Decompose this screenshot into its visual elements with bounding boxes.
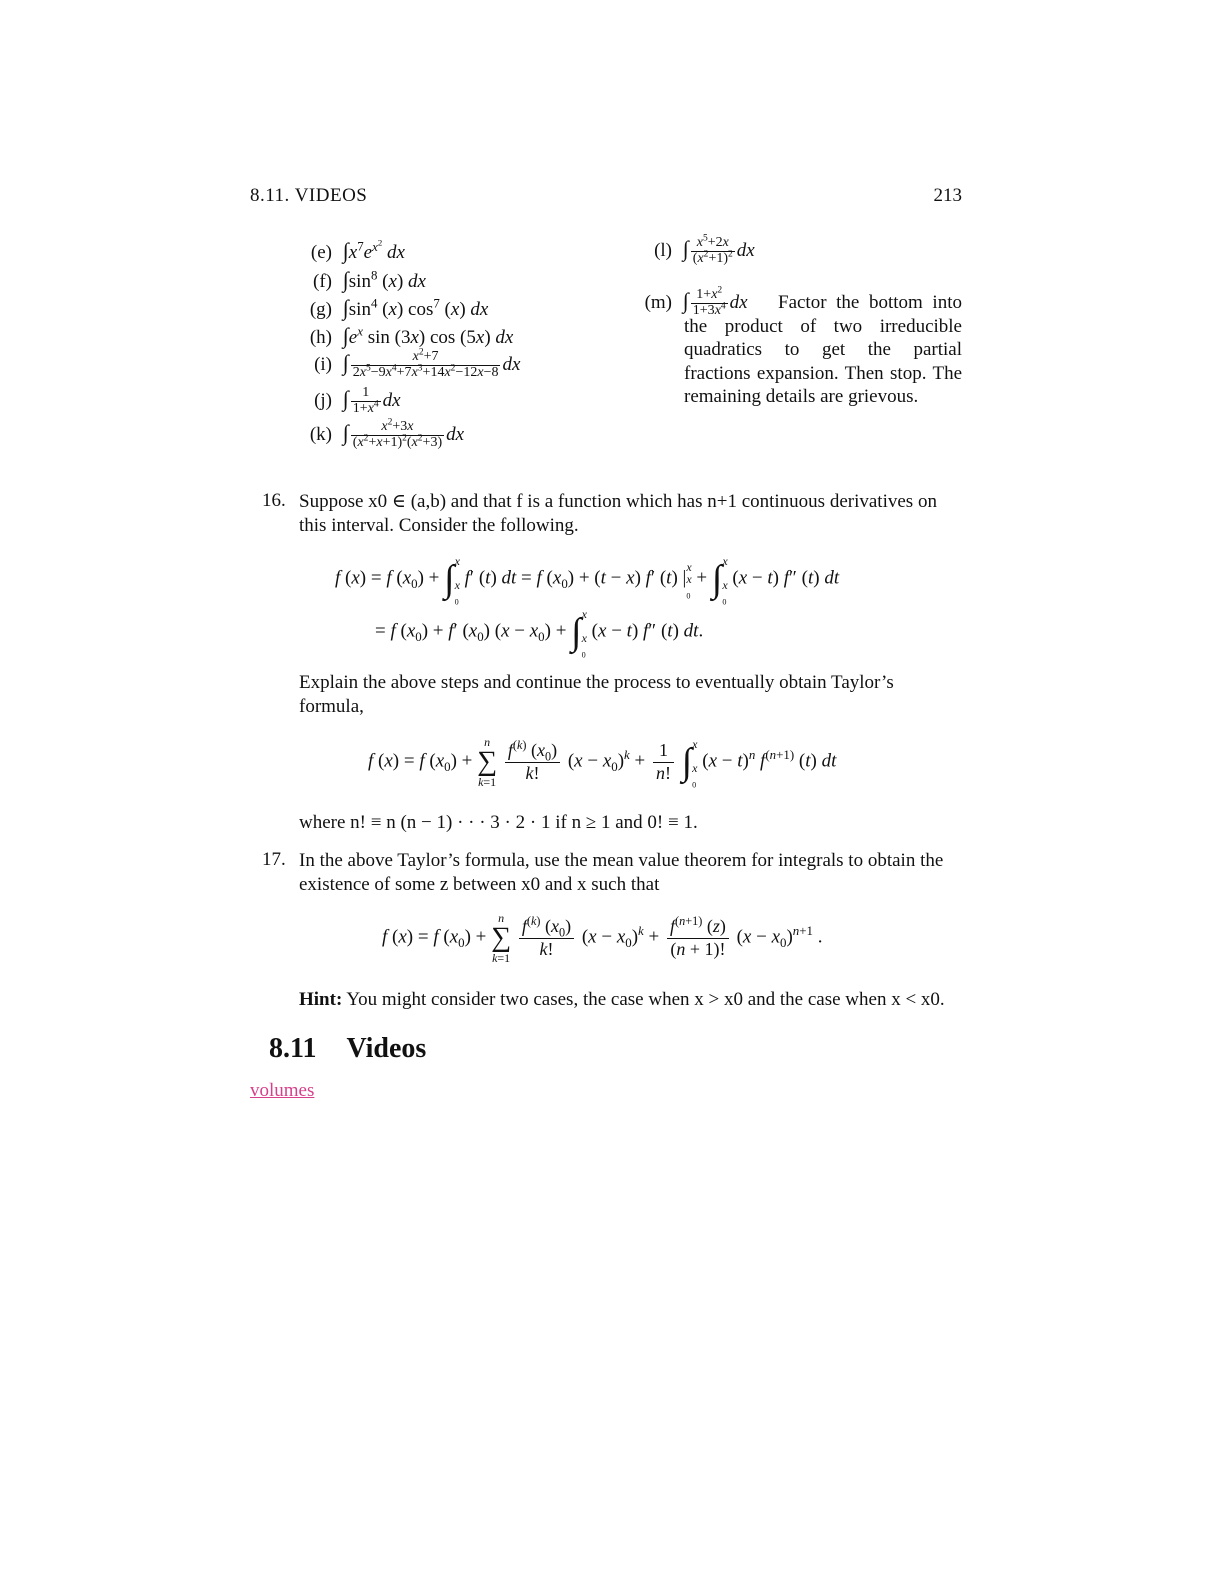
problem-16-number: 16. — [262, 490, 286, 511]
problem-17-hint — [299, 988, 963, 1012]
taylor-formula: f (x) = f $(x_0) + n$ ∑ k=1 $\frac{f^{(k)} (x_0)}{k!}$ $(x - x_0)^k$ + $\frac{1}{n!}$ ∫ x x $_0$ $(x - t)^n$ $f^{(n+1)}$ (t) dt — [368, 735, 837, 790]
page-number: 213 — [933, 185, 962, 206]
exercise-l: (l) ∫ $\frac{x^5+2x}{(x^2+1)^2}$ dx — [654, 233, 755, 267]
equation-16a: f (x) = f $(x_0)$ + ∫ x x $_0$ f′ (t) dt = f $(x_0) + (t - x)$ f′ (t) | x x $_0$ + ∫ x x $_0$ (x − t) f″ (t) dt — [335, 554, 840, 607]
equation-16b: = f $(x_0) + f'$ $(x_0) (x - x_0)$ + ∫ x x $_0$ (x − t) f″ (t) dt. — [375, 607, 704, 660]
exercise-f: (f) $\int\sin^8$ (x) dx — [313, 267, 426, 292]
problem-17-number: 17. — [262, 849, 286, 870]
hint-label: Hint: — [299, 989, 343, 1010]
section-number: 8.11 — [269, 1033, 317, 1064]
problem-17-text: In the above Taylor’s formula, use the mean value theorem for integrals to obtain the existence of some z between x0 and x such that — [299, 850, 944, 895]
problem-16-explain: Explain the above steps and continue the process to eventually obtain Taylor’s formula, — [299, 672, 894, 717]
exercise-m-text: Factor the bottom into the product of two irreducible quadratics to get the partial fractions expansion. Then stop. The remaining details are grievous. — [684, 292, 962, 407]
exercise-i: (i) ∫ $\frac{x^2+7}{2x^5-9x^4+7x^3+14x^2-12x-8}$ dx — [314, 347, 521, 381]
hint-text: You might consider two cases, the case when x > x0 and the case when x < x0. — [346, 989, 945, 1010]
exercise-j: (j) ∫ $\frac{1}{1+x^4}$ dx — [314, 385, 401, 417]
section-heading — [269, 1033, 426, 1065]
problem-16-intro: Suppose x0 ∈ (a,b) and that f is a function which has n+1 continuous derivatives on this interval. Consider the following. — [299, 491, 937, 536]
exercise-k: (k) ∫ $\frac{x^2+3x}{(x^2+x+1)^2(x^2+3)}$ dx — [309, 417, 465, 451]
exercise-h: (h) $\int e^x$ sin (3x) cos (5x) dx — [309, 323, 514, 348]
factorial-definition: where n! ≡ n (n − 1) · · · 3 · 2 · 1 if n ≥ 1 and 0! ≡ 1. — [299, 812, 698, 833]
exercise-g: (g) $\int\sin^4$ (x) $\cos^7 (x)$ dx — [309, 295, 489, 320]
running-header: 8.11. VIDEOS — [250, 185, 368, 206]
volumes-link[interactable]: volumes — [250, 1080, 315, 1101]
section-title: Videos — [346, 1033, 427, 1064]
exercise-m: (m) ∫ $\frac{1+x^2}{1+3x^4}$ dx — [644, 285, 748, 319]
exercise-e: (e) $\int x^7e^{x^2}$ dx — [310, 237, 405, 263]
taylor-lagrange-formula: f (x) = f $(x_0) + n$ ∑ k=1 $\frac{f^{(k)} (x_0)}{k!}$ $(x - x_0)^k$ + $\frac{f^{(n+1)} (z)}{(n + 1)!}$ $(x - x_0)^{n+1}$ . — [382, 911, 823, 965]
